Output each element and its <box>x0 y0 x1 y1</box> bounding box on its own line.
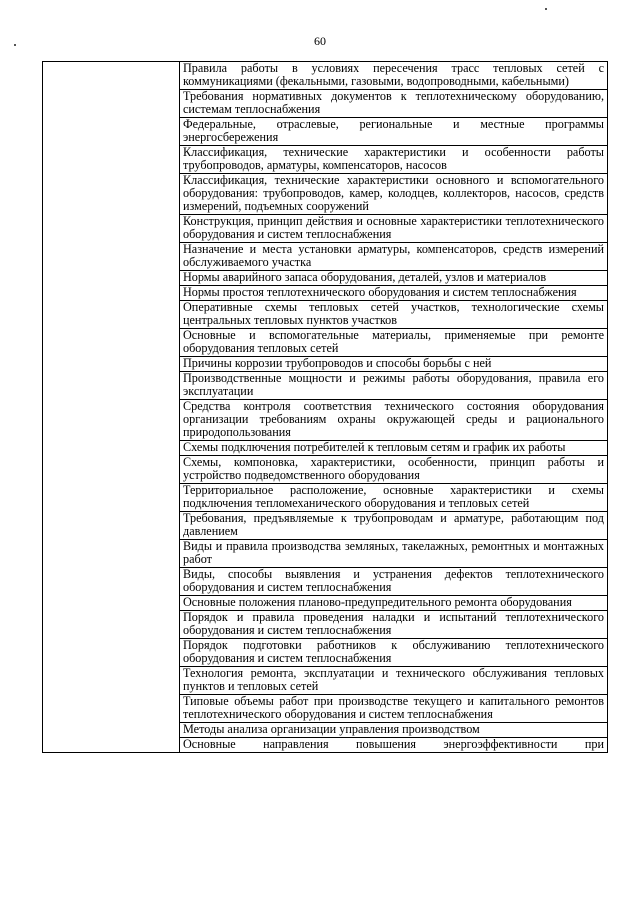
table-cell: Территориальное расположение, основные характеристики и схемы подключения тепломеханического оборудования и тепловых сетей <box>180 484 608 512</box>
table-cell: Основные направления повышения энергоэффективности при <box>180 738 608 753</box>
table-cell: Типовые объемы работ при производстве текущего и капитального ремонтов теплотехнического оборудования и систем теплоснабжения <box>180 695 608 723</box>
scan-speck <box>545 8 547 10</box>
table-cell: Средства контроля соответствия технического состояния оборудования организации требованиям охраны окружающей среды и рационального природопользования <box>180 400 608 441</box>
table-cell: Требования нормативных документов к теплотехническому оборудованию, системам теплоснабжения <box>180 90 608 118</box>
table-cell: Требования, предъявляемые к трубопроводам и арматуре, работающим под давлением <box>180 512 608 540</box>
table-cell: Оперативные схемы тепловых сетей участков, технологические схемы центральных тепловых пунктов участков <box>180 301 608 329</box>
table-cell: Классификация, технические характеристики и особенности работы трубопроводов, арматуры, компенсаторов, насосов <box>180 146 608 174</box>
table-cell: Методы анализа организации управления производством <box>180 723 608 738</box>
table-cell: Виды, способы выявления и устранения дефектов теплотехнического оборудования и систем теплоснабжения <box>180 568 608 596</box>
table-cell: Производственные мощности и режимы работы оборудования, правила его эксплуатации <box>180 372 608 400</box>
table-cell: Причины коррозии трубопроводов и способы борьбы с ней <box>180 357 608 372</box>
table-cell: Федеральные, отраслевые, региональные и местные программы энергосбережения <box>180 118 608 146</box>
table-cell: Схемы подключения потребителей к тепловым сетям и график их работы <box>180 441 608 456</box>
table-cell: Правила работы в условиях пересечения трасс тепловых сетей с коммуникациями (фекальными, газовыми, водопроводными, кабельными) <box>180 62 608 90</box>
table-cell: Основные и вспомогательные материалы, применяемые при ремонте оборудования тепловых сетей <box>180 329 608 357</box>
table-cell: Технология ремонта, эксплуатации и технического обслуживания тепловых пунктов и тепловых сетей <box>180 667 608 695</box>
table-cell: Порядок подготовки работников к обслуживанию теплотехнического оборудования и систем теплоснабжения <box>180 639 608 667</box>
table-row <box>43 62 608 90</box>
requirements-table <box>42 61 608 753</box>
table-cell: Классификация, технические характеристики основного и вспомогательного оборудования: трубопроводов, камер, колодцев, коллекторов, насосов, средств измерений, подъемных сооружений <box>180 174 608 215</box>
table-cell: Порядок и правила проведения наладки и испытаний теплотехнического оборудования и систем теплоснабжения <box>180 611 608 639</box>
table-cell: Основные положения планово-предупредительного ремонта оборудования <box>180 596 608 611</box>
table-cell: Нормы простоя теплотехнического оборудования и систем теплоснабжения <box>180 286 608 301</box>
table-cell: Нормы аварийного запаса оборудования, деталей, узлов и материалов <box>180 271 608 286</box>
table-cell: Назначение и места установки арматуры, компенсаторов, средств измерений обслуживаемого участка <box>180 243 608 271</box>
table-cell: Виды и правила производства земляных, такелажных, ремонтных и монтажных работ <box>180 540 608 568</box>
left-column-cell <box>43 62 180 753</box>
page-number: 60 <box>314 34 326 48</box>
table-cell: Схемы, компоновка, характеристики, особенности, принцип работы и устройство подведомственного оборудования <box>180 456 608 484</box>
table-cell: Конструкция, принцип действия и основные характеристики теплотехнического оборудования и систем теплоснабжения <box>180 215 608 243</box>
